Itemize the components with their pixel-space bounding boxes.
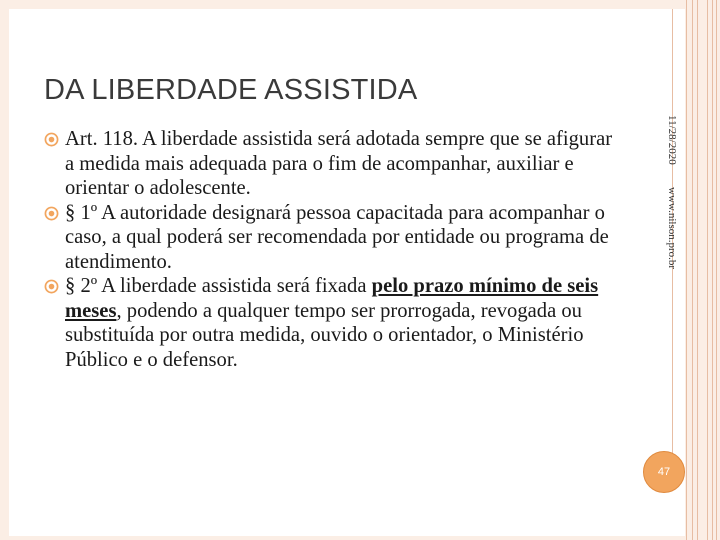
- bullet-emphasis: pelo prazo mínimo de seis meses: [65, 275, 599, 322]
- bullet-item: [44, 201, 624, 275]
- bullet-icon: [44, 279, 59, 294]
- side-info: [666, 115, 686, 275]
- bullet-list: [44, 127, 624, 372]
- bullet-text-before: § 2º A liberdade assistida será fixada: [65, 275, 372, 297]
- decorative-border-band: [686, 0, 693, 540]
- slide-title: DA LIBERDADE ASSISTIDA: [44, 74, 418, 106]
- bullet-item: [44, 127, 624, 201]
- bullet-text: § 1º A autoridade designará pessoa capacitada para acompanhar o caso, a qual poderá ser recomendada por entidade ou programa de atendimento.: [65, 201, 609, 273]
- bullet-text-after: , podendo a qualquer tempo ser prorrogada, revogada ou substituída por outra medida, ouvido o orientador, o Ministério Público e o defensor.: [65, 299, 584, 371]
- bullet-item: [44, 274, 624, 372]
- decorative-border-band: [712, 0, 717, 540]
- page-number: 47: [657, 466, 671, 478]
- bullet-text: Art. 118. A liberdade assistida será adotada sempre que se afigurar a medida mais adequada para o fim de acompanhar, auxiliar e orientar o adolescente.: [65, 128, 613, 199]
- website-url: www.nilson.pro.br: [666, 187, 678, 270]
- bullet-icon: [44, 206, 59, 221]
- slide-date: 11/28/2020: [666, 115, 678, 165]
- bullet-icon: [44, 132, 59, 147]
- decorative-border-band: [697, 0, 708, 540]
- page-number-badge: [643, 451, 685, 493]
